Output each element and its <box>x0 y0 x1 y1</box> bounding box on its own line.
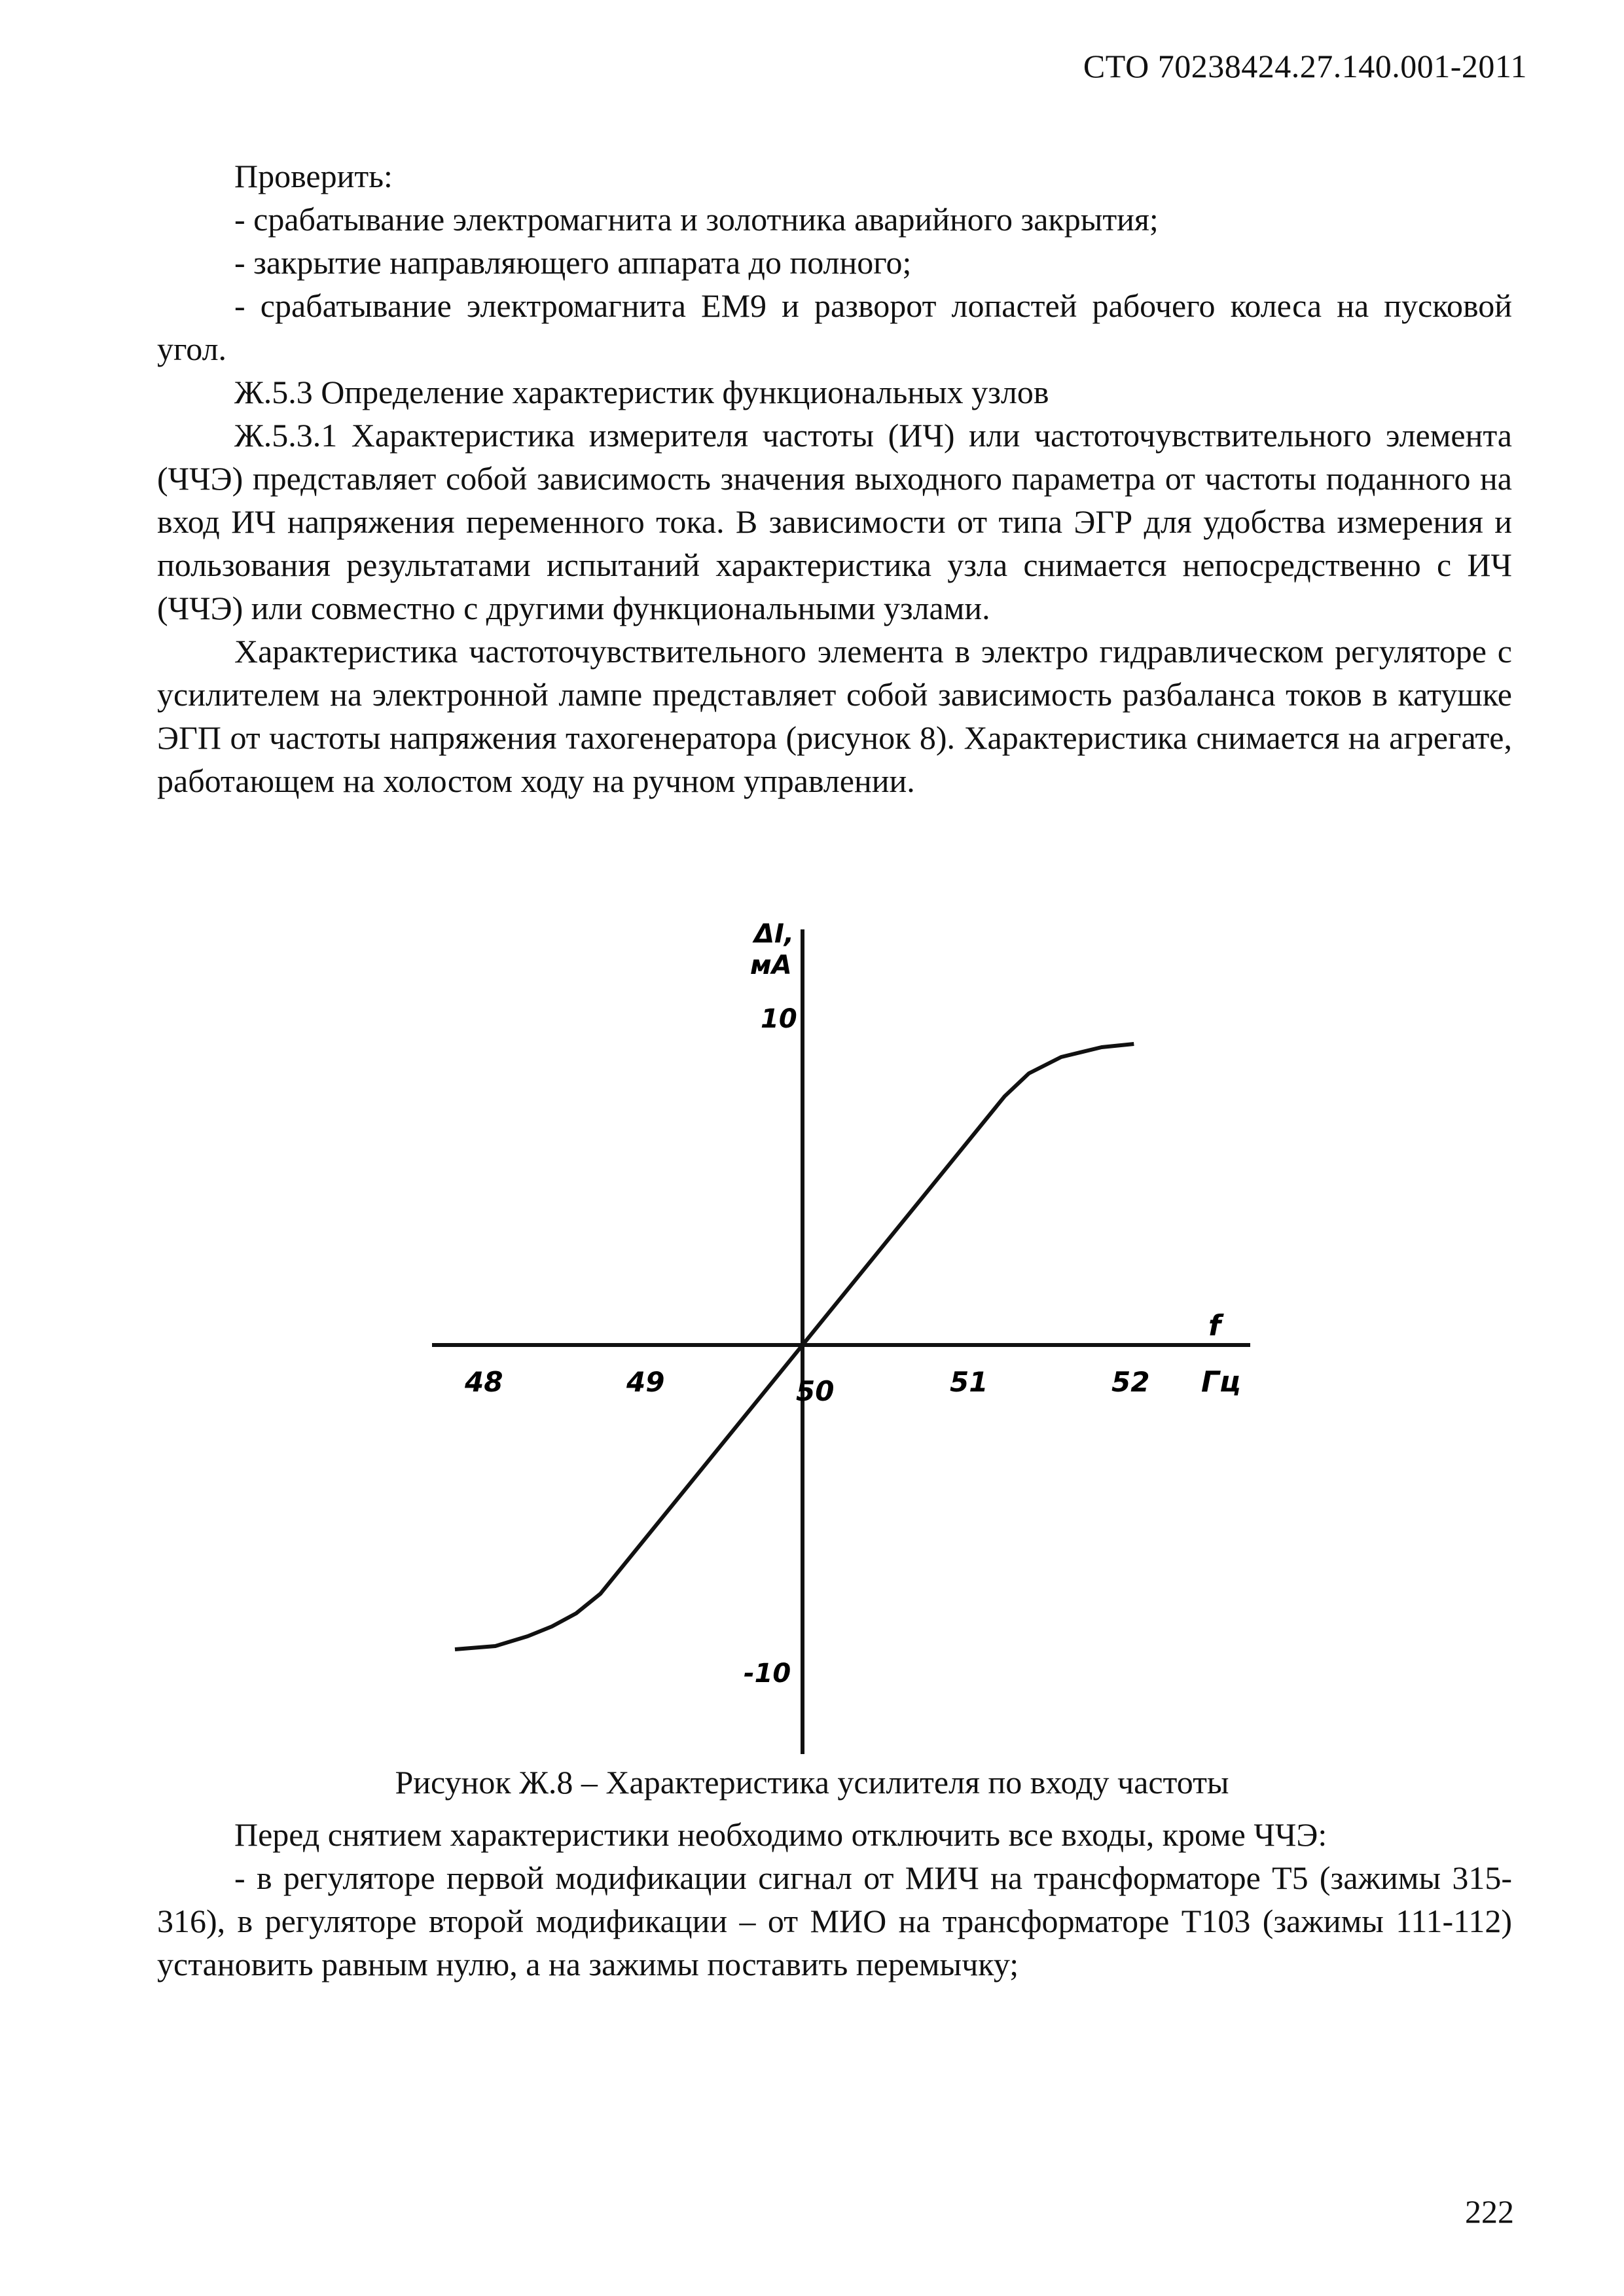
paragraph-characteristic: Характеристика частоточувствительного элемента в электро гидравлическом регуляторе с усилителем на электронной лампе представляет собой зависимость разбаланса токов в катушке ЭГП от частоты напряжения тахогенератора (рисунок 8). Характеристика снимается на агрегате, работающем на холостом ходу на ручном управлении. <box>157 633 1512 799</box>
x-tick-label-51: 51 <box>950 1366 988 1398</box>
x-axis-label-f: f <box>1208 1309 1221 1342</box>
y-tick-label-minus-10: -10 <box>744 1659 791 1689</box>
document-code-header: СТО 70238424.27.140.001-2011 <box>1083 48 1527 84</box>
paragraph-before-measurement: Перед снятием характеристики необходимо отключить все входы, кроме ЧЧЭ: <box>234 1816 1327 1853</box>
section-heading-zh-5-3: Ж.5.3 Определение характеристик функциональных узлов <box>234 374 1049 410</box>
list-item-em9: - срабатывание электромагнита ЕМ9 и разворот лопастей рабочего колеса на пусковой угол. <box>157 287 1512 367</box>
paragraph-zh-5-3-1: Ж.5.3.1 Характеристика измерителя частоты (ИЧ) или частоточувствительного элемента (ЧЧЭ) представляет собой зависимость значения выходного параметра от частоты поданного на вход ИЧ напряжения переменного тока. В зависимости от типа ЭГР для удобства измерения и пользования результатами испытаний характеристика узла снимается непосредственно с ИЧ (ЧЧЭ) или совместно с другими функциональными узлами. <box>157 417 1512 626</box>
x-tick-label-49: 49 <box>626 1366 665 1398</box>
y-tick-label-plus-10: 10 <box>761 1004 797 1034</box>
x-tick-label-52: 52 <box>1111 1366 1150 1398</box>
x-tick-label-48: 48 <box>465 1366 503 1398</box>
list-item-regulator-modification: - в регуляторе первой модификации сигнал от МИЧ на трансформаторе Т5 (зажимы 315-316), в регуляторе второй модификации – от МИО на трансформаторе Т103 (зажимы 111-112) установить равным нулю, а на зажимы поставить перемычку; <box>157 1859 1512 1982</box>
list-item-guide-vane: - закрытие направляющего аппарата до полного; <box>234 244 912 281</box>
list-item-electromagnet: - срабатывание электромагнита и золотника аварийного закрытия; <box>234 201 1159 238</box>
y-axis-label-delta-i: ΔI, <box>754 919 795 949</box>
page-number: 222 <box>1465 2193 1514 2230</box>
x-tick-labels <box>464 1366 1149 1407</box>
x-axis-label-unit: Гц <box>1201 1365 1241 1399</box>
text-block-bottom <box>157 1813 1512 1986</box>
paragraph-check: Проверить: <box>234 158 393 194</box>
y-axis-label-unit: мА <box>750 950 792 980</box>
figure-caption: Рисунок Ж.8 – Характеристика усилителя по входу частоты <box>395 1764 1229 1801</box>
x-tick-label-50: 50 <box>796 1375 835 1407</box>
